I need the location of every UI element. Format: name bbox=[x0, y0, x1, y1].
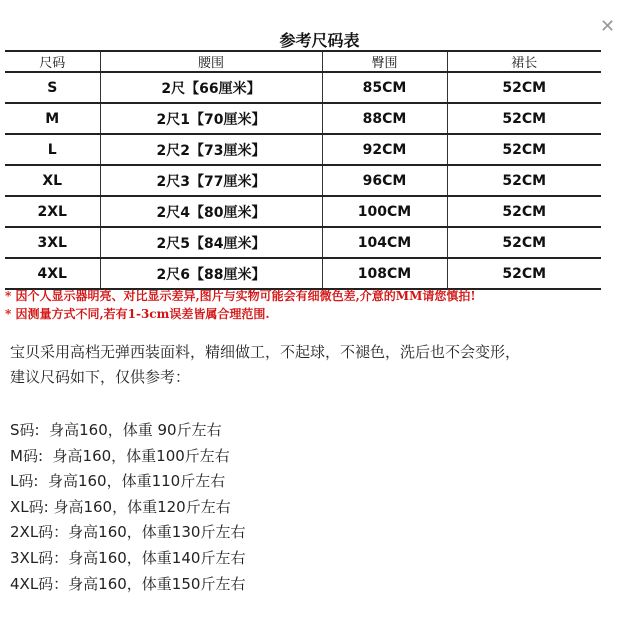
cell-length: 52CM bbox=[447, 103, 601, 134]
product-description bbox=[10, 340, 630, 390]
cell-size: M bbox=[5, 103, 100, 134]
cell-hip: 104CM bbox=[322, 227, 447, 258]
cell-size: L bbox=[5, 134, 100, 165]
table-row bbox=[5, 165, 601, 196]
header-waist: 腰围 bbox=[100, 51, 322, 72]
color-difference-note: * 因个人显示器明亮、对比显示差异,图片与实物可能会有细微色差,介意的MM请您慎拍! bbox=[5, 289, 476, 303]
cell-length: 52CM bbox=[447, 72, 601, 103]
recommendation-item: S码: 身高160，体重 90斤左右 bbox=[10, 421, 222, 439]
cell-waist: 2尺1【70厘米】 bbox=[100, 103, 322, 134]
cell-waist: 2尺【66厘米】 bbox=[100, 72, 322, 103]
table-title: 参考尺码表 bbox=[279, 31, 360, 50]
cell-length: 52CM bbox=[447, 258, 601, 289]
cell-hip: 85CM bbox=[322, 72, 447, 103]
cell-waist: 2尺3【77厘米】 bbox=[100, 165, 322, 196]
cell-hip: 100CM bbox=[322, 196, 447, 227]
close-icon[interactable]: ✕ bbox=[600, 16, 616, 37]
fabric-description: 宝贝采用高档无弹西装面料，精细做工，不起球，不褪色，洗后也不会变形， bbox=[10, 343, 521, 361]
cell-size: 4XL bbox=[5, 258, 100, 289]
cell-size: XL bbox=[5, 165, 100, 196]
cell-size: S bbox=[5, 72, 100, 103]
table-row bbox=[5, 227, 601, 258]
cell-hip: 108CM bbox=[322, 258, 447, 289]
cell-size: 2XL bbox=[5, 196, 100, 227]
cell-length: 52CM bbox=[447, 196, 601, 227]
recommendation-item: 2XL码：身高160，体重130斤左右 bbox=[10, 523, 246, 542]
cell-hip: 96CM bbox=[322, 165, 447, 196]
size-recommendation-list bbox=[10, 418, 245, 597]
measurement-error-note: * 因测量方式不同,若有1-3cm误差皆属合理范围. bbox=[5, 307, 270, 321]
table-row bbox=[5, 196, 601, 227]
recommendation-item: M码: 身高160，体重100斤左右 bbox=[10, 446, 230, 465]
recommendation-item: XL码: 身高160，体重120斤左右 bbox=[10, 497, 231, 516]
table-row bbox=[5, 134, 601, 165]
cell-length: 52CM bbox=[447, 134, 601, 165]
cell-length: 52CM bbox=[447, 165, 601, 196]
cell-waist: 2尺5【84厘米】 bbox=[100, 227, 322, 258]
recommendation-item: 4XL码：身高160，体重150斤左右 bbox=[10, 574, 246, 593]
table-row bbox=[5, 72, 601, 103]
size-advice-intro: 建议尺码如下，仅供参考： bbox=[10, 368, 191, 386]
disclaimer-notes bbox=[5, 287, 605, 323]
cell-waist: 2尺4【80厘米】 bbox=[100, 196, 322, 227]
table-row bbox=[5, 103, 601, 134]
header-hip: 臀围 bbox=[322, 51, 447, 72]
recommendation-item: L码: 身高160，体重110斤左右 bbox=[10, 472, 226, 491]
table-row bbox=[5, 258, 601, 289]
recommendation-item: 3XL码：身高160，体重140斤左右 bbox=[10, 548, 246, 567]
size-chart-table bbox=[5, 50, 601, 290]
cell-hip: 92CM bbox=[322, 134, 447, 165]
cell-hip: 88CM bbox=[322, 103, 447, 134]
header-size: 尺码 bbox=[5, 51, 100, 72]
cell-size: 3XL bbox=[5, 227, 100, 258]
cell-waist: 2尺2【73厘米】 bbox=[100, 134, 322, 165]
cell-waist: 2尺6【88厘米】 bbox=[100, 258, 322, 289]
cell-length: 52CM bbox=[447, 227, 601, 258]
table-header-row bbox=[5, 51, 601, 72]
header-length: 裙长 bbox=[447, 51, 601, 72]
